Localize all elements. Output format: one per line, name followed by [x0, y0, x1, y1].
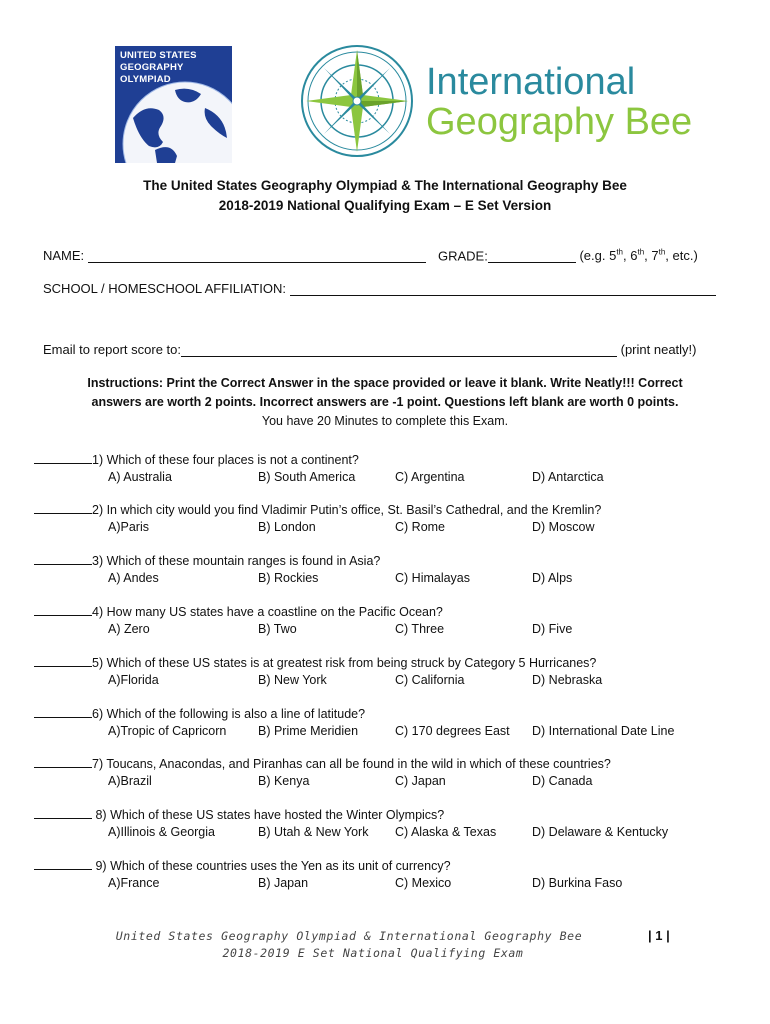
footer-line-2: 2018-2019 E Set National Qualifying Exam	[222, 946, 524, 960]
option-a: A)Paris	[108, 520, 149, 534]
compass-icon	[300, 44, 414, 158]
globe-icon	[115, 46, 232, 163]
option-b: B) Utah & New York	[258, 825, 369, 839]
option-b: B) New York	[258, 673, 327, 687]
option-d: D) Alps	[532, 571, 573, 585]
school-field	[43, 281, 716, 296]
option-d: D) Moscow	[532, 520, 595, 534]
answer-blank[interactable]	[34, 755, 92, 768]
option-d: D) Five	[532, 622, 573, 636]
answer-blank[interactable]	[34, 603, 92, 616]
name-label: NAME:	[43, 248, 85, 263]
option-d: D) Delaware & Kentucky	[532, 825, 669, 839]
option-a: A)Brazil	[108, 774, 152, 788]
option-c: C) California	[395, 673, 465, 687]
page-number: | 1 |	[648, 928, 670, 943]
option-b: B) London	[258, 520, 316, 534]
answer-blank[interactable]	[34, 451, 92, 464]
school-label: SCHOOL / HOMESCHOOL AFFILIATION:	[43, 281, 286, 296]
answer-blank[interactable]	[34, 857, 92, 870]
option-a: A) Australia	[108, 470, 172, 484]
answer-blank[interactable]	[34, 705, 92, 718]
question-stem: 8) Which of these US states have hosted the Winter Olympics?	[95, 808, 445, 822]
instructions: Instructions: Print the Correct Answer in the space provided or leave it blank. Write Neatly!!! Correct answers are worth 2 points. Incorrect answers are -1 point. Questions left blank are worth 0 points. You have 20 Minutes to complete this Exam.	[87, 376, 683, 428]
option-d: D) Canada	[532, 774, 593, 788]
question-stem: 7) Toucans, Anacondas, and Piranhas can all be found in the wild in which of these countries?	[92, 757, 611, 771]
option-c: C) Japan	[395, 774, 446, 788]
option-b: B) Kenya	[258, 774, 310, 788]
email-label: Email to report score to:	[43, 342, 181, 357]
question-6	[34, 705, 754, 745]
grade-hint: (e.g. 5th, 6th, 7th, etc.)	[579, 248, 698, 264]
option-a: A)France	[108, 876, 160, 890]
option-a: A)Florida	[108, 673, 159, 687]
answer-blank[interactable]	[34, 654, 92, 667]
answer-blank[interactable]	[34, 806, 92, 819]
answer-blank[interactable]	[34, 501, 92, 514]
question-stem: 4) How many US states have a coastline on the Pacific Ocean?	[92, 605, 443, 619]
option-b: B) Prime Meridien	[258, 724, 359, 738]
page-title: The United States Geography Olympiad & The International Geography Bee	[143, 178, 627, 193]
grade-input-line[interactable]	[488, 249, 576, 263]
option-c: C) 170 degrees East	[395, 724, 510, 738]
grade-label: GRADE:	[438, 248, 488, 264]
question-5	[34, 654, 754, 694]
option-d: D) Nebraska	[532, 673, 603, 687]
question-1	[34, 451, 754, 491]
option-a: A)Tropic of Capricorn	[108, 724, 227, 738]
email-input-line[interactable]	[181, 343, 617, 357]
usgo-logo	[115, 46, 232, 163]
question-7	[34, 755, 754, 795]
email-field	[43, 342, 697, 357]
question-stem: 1) Which of these four places is not a continent?	[92, 453, 359, 467]
page-subtitle: 2018-2019 National Qualifying Exam – E Set Version	[218, 198, 552, 213]
question-stem: 2) In which city would you find Vladimir Putin’s office, St. Basil’s Cathedral, and the Kremlin?	[92, 503, 602, 517]
option-b: B) Japan	[258, 876, 309, 890]
school-input-line[interactable]	[290, 282, 716, 296]
option-d: D) Antarctica	[532, 470, 604, 484]
question-2	[34, 501, 754, 541]
option-c: C) Rome	[395, 520, 446, 534]
question-stem: 9) Which of these countries uses the Yen as its unit of currency?	[95, 859, 451, 873]
option-d: D) Burkina Faso	[532, 876, 623, 890]
option-c: C) Mexico	[395, 876, 452, 890]
question-9	[34, 857, 754, 897]
question-8	[34, 806, 754, 846]
name-input-line[interactable]	[88, 249, 426, 263]
answer-blank[interactable]	[34, 552, 92, 565]
option-c: C) Three	[395, 622, 445, 636]
igb-logo-text: International Geography Bee	[426, 61, 693, 143]
option-c: C) Argentina	[395, 470, 465, 484]
option-b: B) South America	[258, 470, 356, 484]
option-b: B) Rockies	[258, 571, 319, 585]
question-3	[34, 552, 754, 592]
footer-line-1: United States Geography Olympiad & International Geography Bee	[115, 929, 583, 943]
question-stem: 5) Which of these US states is at greatest risk from being struck by Category 5 Hurricanes?	[92, 656, 597, 670]
option-a: A) Zero	[108, 622, 150, 636]
email-hint: (print neatly!)	[620, 342, 697, 357]
option-a: A)Illinois & Georgia	[108, 825, 215, 839]
option-a: A) Andes	[108, 571, 159, 585]
name-field	[43, 248, 426, 263]
usgo-logo-text: UNITED STATES GEOGRAPHY OLYMPIAD	[120, 50, 197, 85]
question-4	[34, 603, 754, 643]
question-stem: 3) Which of these mountain ranges is found in Asia?	[92, 554, 381, 568]
grade-field	[438, 248, 698, 263]
option-c: C) Alaska & Texas	[395, 825, 497, 839]
option-c: C) Himalayas	[395, 571, 471, 585]
option-d: D) International Date Line	[532, 724, 675, 738]
question-stem: 6) Which of the following is also a line of latitude?	[92, 707, 366, 721]
option-b: B) Two	[258, 622, 297, 636]
